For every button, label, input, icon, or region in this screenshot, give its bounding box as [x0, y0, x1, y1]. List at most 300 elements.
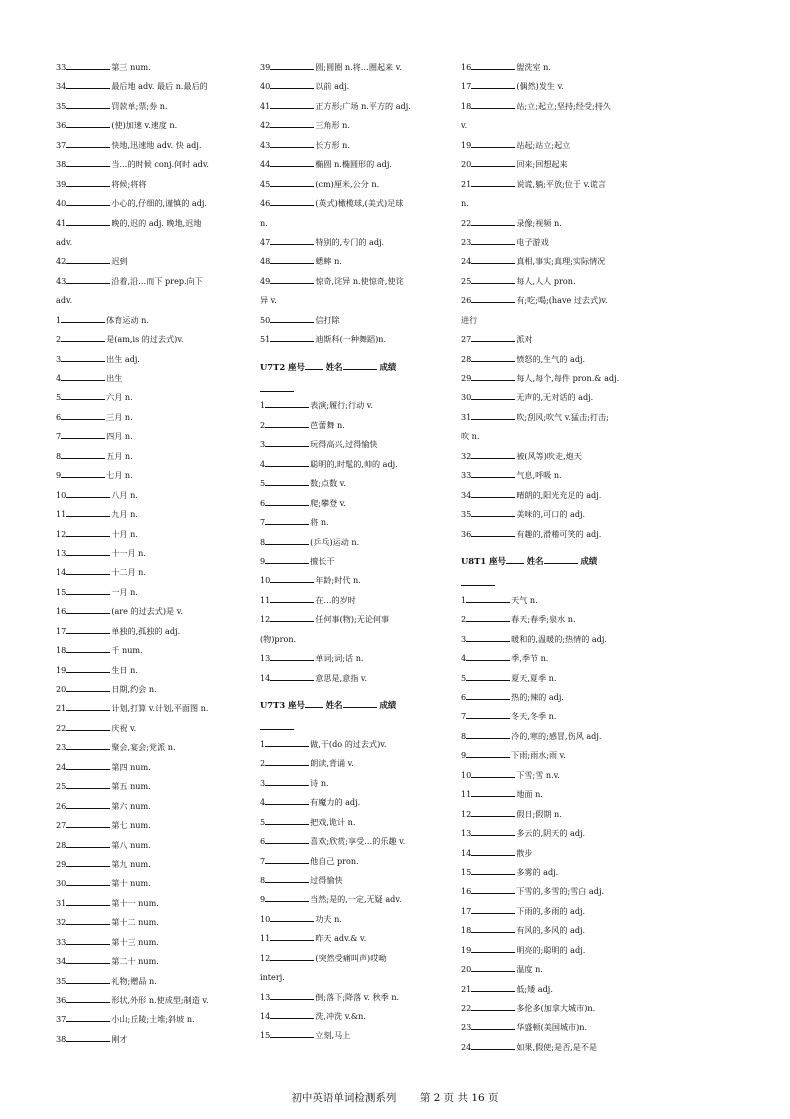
answer-blank[interactable] — [61, 398, 105, 400]
vocab-item — [56, 816, 241, 835]
vocab-item — [56, 136, 241, 155]
answer-blank[interactable] — [265, 406, 309, 408]
answer-blank[interactable] — [66, 651, 110, 653]
answer-blank[interactable] — [471, 224, 515, 226]
answer-blank[interactable] — [66, 107, 110, 109]
answer-blank[interactable] — [471, 262, 515, 264]
vocab-item — [56, 661, 241, 680]
answer-blank[interactable] — [66, 671, 110, 673]
item-number: 23 — [461, 236, 472, 247]
item-number: 35 — [56, 975, 67, 986]
vocab-item — [461, 863, 646, 882]
item-number: 20 — [56, 684, 67, 694]
answer-blank[interactable] — [66, 535, 110, 537]
vocab-item — [461, 447, 646, 466]
item-number: 17 — [56, 625, 67, 636]
answer-blank[interactable] — [61, 360, 105, 362]
answer-blank[interactable] — [66, 690, 110, 692]
answer-blank[interactable] — [270, 243, 314, 245]
vocab-item — [56, 77, 241, 96]
answer-blank[interactable] — [471, 457, 515, 459]
answer-blank[interactable] — [471, 379, 515, 381]
vocab-item — [461, 1038, 646, 1057]
answer-blank[interactable] — [471, 854, 515, 856]
item-number: 30 — [56, 878, 67, 889]
vocab-item — [260, 929, 445, 948]
answer-blank[interactable] — [265, 543, 309, 545]
answer-blank[interactable] — [61, 321, 105, 323]
answer-blank[interactable] — [471, 815, 515, 817]
answer-blank[interactable] — [471, 834, 515, 836]
answer-blank[interactable] — [66, 1040, 110, 1042]
answer-blank[interactable] — [270, 939, 314, 941]
answer-blank[interactable] — [270, 68, 314, 70]
answer-blank[interactable] — [471, 1028, 515, 1030]
answer-blank[interactable] — [66, 165, 110, 167]
answer-blank[interactable] — [66, 87, 110, 89]
item-definition: 温度 n. — [516, 964, 543, 975]
item-definition: 小心的,仔细的,谨慎的 adj. — [111, 198, 207, 209]
answer-blank[interactable] — [471, 931, 515, 933]
answer-blank[interactable] — [270, 126, 314, 128]
answer-blank[interactable] — [270, 1036, 314, 1038]
item-definition: 生日 n. — [111, 664, 138, 675]
item-definition: 圆;圆圈 n.将…圈起来 v. — [315, 62, 402, 72]
answer-blank[interactable] — [66, 807, 110, 809]
answer-blank[interactable] — [66, 262, 110, 264]
item-number: 36 — [461, 528, 472, 539]
answer-blank[interactable] — [471, 990, 515, 992]
vocab-item — [461, 960, 646, 979]
item-definition-continued: n. — [260, 217, 268, 228]
answer-blank[interactable] — [471, 515, 515, 517]
answer-blank[interactable] — [270, 204, 314, 206]
answer-blank[interactable] — [471, 68, 515, 70]
item-definition: 昨天 adv.& v. — [315, 933, 367, 944]
item-definition: 十月 n. — [111, 528, 138, 539]
vocab-item — [56, 311, 241, 330]
answer-blank[interactable] — [270, 679, 314, 681]
item-number: 34 — [461, 489, 472, 500]
column-2 — [260, 58, 445, 1046]
item-definition: 暖和的,温暖的;热情的 adj. — [511, 633, 607, 644]
item-number: 4 — [461, 653, 467, 664]
item-definition: 迪斯科(一种舞蹈)n. — [315, 334, 387, 345]
name-label: 姓名 — [325, 700, 343, 710]
item-definition-continued: interj. — [260, 972, 285, 983]
answer-blank[interactable] — [471, 970, 515, 972]
vocab-item — [260, 890, 445, 909]
item-definition: 晴朗的,阳光充足的 adj. — [516, 489, 602, 500]
answer-blank[interactable] — [466, 737, 510, 739]
item-number: 1 — [260, 738, 266, 749]
item-number: 26 — [56, 800, 67, 811]
answer-blank[interactable] — [270, 340, 314, 342]
answer-blank[interactable] — [270, 601, 314, 603]
answer-blank[interactable] — [61, 340, 105, 342]
item-definition: 第三 num. — [111, 62, 151, 72]
answer-blank[interactable] — [66, 1020, 110, 1022]
answer-blank[interactable] — [265, 504, 309, 506]
answer-blank[interactable] — [265, 523, 309, 525]
answer-blank[interactable] — [265, 426, 309, 428]
item-definition: 四月 n. — [106, 431, 133, 442]
answer-blank[interactable] — [66, 826, 110, 828]
answer-blank[interactable] — [66, 204, 110, 206]
vocab-item — [56, 350, 241, 369]
answer-blank[interactable] — [265, 900, 309, 902]
answer-blank[interactable] — [270, 659, 314, 661]
item-number: 33 — [56, 62, 67, 72]
answer-blank[interactable] — [66, 884, 110, 886]
item-definition: 下雪;雪 n.v. — [516, 769, 560, 780]
item-definition: 有魔力的 adj. — [310, 797, 361, 808]
vocab-item — [260, 513, 445, 532]
answer-blank[interactable] — [471, 282, 515, 284]
answer-blank[interactable] — [270, 165, 314, 167]
answer-blank[interactable] — [270, 998, 314, 1000]
item-number: 49 — [260, 275, 271, 286]
item-definition: 单独的,孤独的 adj. — [111, 625, 181, 636]
answer-blank[interactable] — [66, 68, 110, 70]
answer-blank[interactable] — [466, 698, 510, 700]
answer-blank[interactable] — [466, 640, 510, 642]
item-definition: 美味的,可口的 adj. — [516, 509, 586, 520]
item-definition: 正方形;广场 n.平方的 adj. — [315, 100, 411, 111]
answer-blank[interactable] — [265, 465, 309, 467]
answer-blank[interactable] — [471, 185, 515, 187]
name-blank[interactable] — [343, 369, 377, 370]
item-definition: 夏天,夏季 n. — [511, 672, 557, 683]
answer-blank[interactable] — [270, 920, 314, 922]
item-definition: 冷的,寒的;感冒,伤风 adj. — [511, 730, 602, 741]
vocab-item — [260, 774, 445, 793]
seat-label: 座号 — [288, 700, 305, 710]
name-blank[interactable] — [343, 707, 377, 708]
vocab-item — [56, 622, 241, 641]
score-blank[interactable] — [260, 729, 294, 730]
answer-blank[interactable] — [61, 418, 105, 420]
answer-blank[interactable] — [66, 126, 110, 128]
name-label: 姓名 — [526, 555, 544, 566]
item-definition: 下雨;雨水;雨 v. — [511, 750, 566, 761]
answer-blank[interactable] — [265, 445, 309, 447]
item-number: 41 — [56, 217, 67, 228]
item-number: 10 — [461, 769, 472, 780]
item-definition: 把戏,诡计 n. — [310, 816, 356, 827]
item-definition: 录像;视频 n. — [516, 217, 562, 228]
item-number: 6 — [260, 836, 266, 847]
answer-blank[interactable] — [265, 562, 309, 564]
answer-blank[interactable] — [471, 165, 515, 167]
answer-blank[interactable] — [66, 632, 110, 634]
item-definition: 第九 num. — [111, 858, 151, 869]
answer-blank[interactable] — [66, 846, 110, 848]
vocab-item — [461, 77, 646, 96]
vocab-item — [56, 155, 241, 174]
vocab-item — [56, 874, 241, 893]
item-definition: 罚款单;票;券 n. — [111, 100, 168, 111]
answer-blank[interactable] — [270, 185, 314, 187]
answer-blank[interactable] — [471, 776, 515, 778]
answer-blank[interactable] — [66, 185, 110, 187]
answer-blank[interactable] — [471, 301, 515, 303]
score-blank-line — [260, 715, 445, 734]
answer-blank[interactable] — [265, 881, 309, 883]
answer-blank[interactable] — [66, 865, 110, 867]
item-definition-continued: v. — [461, 120, 468, 131]
item-number: 14 — [56, 567, 67, 578]
answer-blank[interactable] — [66, 146, 110, 148]
answer-blank[interactable] — [66, 943, 110, 945]
vocab-item — [56, 1010, 241, 1029]
item-definition: 玩得高兴,过得愉快 — [310, 439, 378, 450]
answer-blank[interactable] — [466, 717, 510, 719]
item-definition: 第六 num. — [111, 800, 151, 811]
vocab-item — [260, 194, 445, 213]
answer-blank[interactable] — [66, 709, 110, 711]
answer-blank[interactable] — [61, 476, 105, 478]
column-3 — [461, 58, 646, 1057]
answer-blank[interactable] — [61, 437, 105, 439]
item-definition-continued: 异 v. — [260, 295, 277, 306]
score-blank[interactable] — [260, 391, 294, 392]
answer-blank[interactable] — [471, 107, 515, 109]
item-definition: 年龄;时代 n. — [315, 575, 361, 586]
vocab-item — [260, 396, 445, 415]
item-number: 40 — [260, 81, 271, 92]
item-number: 17 — [461, 81, 472, 92]
seat-blank[interactable] — [506, 563, 524, 564]
answer-blank[interactable] — [66, 768, 110, 770]
vocab-item — [260, 272, 445, 291]
answer-blank[interactable] — [471, 535, 515, 537]
vocab-item — [461, 486, 646, 505]
item-definition: 立刻,马上 — [315, 1030, 351, 1041]
item-definition: 每人,每个,每件 pron.& adj. — [516, 373, 620, 383]
item-definition: 椭圆 n.椭圆形的 adj. — [315, 159, 392, 170]
item-definition: 特别的,专门的 adj. — [315, 236, 385, 247]
answer-blank[interactable] — [61, 379, 105, 381]
answer-blank[interactable] — [66, 496, 110, 498]
item-definition: 聚会,宴会;党派 n. — [111, 742, 176, 753]
answer-blank[interactable] — [66, 904, 110, 906]
answer-blank[interactable] — [471, 795, 515, 797]
item-definition: 五月 n. — [106, 450, 133, 461]
answer-blank[interactable] — [265, 862, 309, 864]
item-definition: 七月 n. — [106, 470, 133, 481]
item-definition: 刚才 — [111, 1033, 128, 1044]
vocab-item — [260, 1026, 445, 1045]
answer-blank[interactable] — [471, 398, 515, 400]
item-number: 39 — [56, 178, 67, 189]
vocab-item — [260, 474, 445, 493]
answer-blank[interactable] — [265, 745, 309, 747]
item-number: 44 — [260, 159, 271, 170]
answer-blank[interactable] — [471, 496, 515, 498]
vocab-item — [260, 233, 445, 252]
answer-blank[interactable] — [471, 1048, 515, 1050]
vocab-item — [56, 330, 241, 349]
vocab-item — [461, 97, 646, 116]
vocab-item — [461, 844, 646, 863]
answer-blank[interactable] — [471, 360, 515, 362]
answer-blank[interactable] — [270, 321, 314, 323]
answer-blank[interactable] — [66, 962, 110, 964]
vocab-item — [461, 369, 646, 388]
item-number: 38 — [56, 159, 67, 170]
answer-blank[interactable] — [66, 612, 110, 614]
answer-blank[interactable] — [471, 418, 515, 420]
answer-blank[interactable] — [270, 107, 314, 109]
item-number: 18 — [56, 645, 67, 656]
item-definition-continued: adv. — [56, 236, 73, 247]
item-definition: 愤怒的,生气的 adj. — [516, 353, 586, 364]
answer-blank[interactable] — [66, 923, 110, 925]
item-definition: 惊奇,诧异 n.使惊奇,使诧 — [315, 275, 404, 286]
vocab-item — [461, 272, 646, 291]
vocab-item — [56, 116, 241, 135]
answer-blank[interactable] — [265, 784, 309, 786]
answer-blank[interactable] — [265, 803, 309, 805]
item-definition: 真相,事实;真理;实际情况 — [516, 256, 606, 267]
answer-blank[interactable] — [66, 982, 110, 984]
answer-blank[interactable] — [270, 87, 314, 89]
item-definition: 第十二 num. — [111, 917, 159, 928]
answer-blank[interactable] — [270, 146, 314, 148]
item-definition: 信打除 — [315, 314, 340, 325]
item-definition: 三月 n. — [106, 411, 133, 422]
answer-blank[interactable] — [66, 224, 110, 226]
answer-blank[interactable] — [66, 515, 110, 517]
answer-blank[interactable] — [471, 892, 515, 894]
answer-blank[interactable] — [471, 340, 515, 342]
answer-blank[interactable] — [471, 87, 515, 89]
answer-blank[interactable] — [66, 282, 110, 284]
answer-blank[interactable] — [265, 484, 309, 486]
item-number: 9 — [56, 470, 62, 481]
item-number: 35 — [461, 509, 472, 520]
item-number: 25 — [56, 781, 67, 792]
answer-blank[interactable] — [471, 146, 515, 148]
name-label: 姓名 — [325, 361, 343, 372]
seat-blank[interactable] — [305, 369, 323, 370]
vocab-item — [56, 719, 241, 738]
answer-blank[interactable] — [471, 873, 515, 875]
vocab-item — [260, 416, 445, 435]
answer-blank[interactable] — [265, 764, 309, 766]
score-blank[interactable] — [461, 585, 495, 586]
name-blank[interactable] — [544, 563, 578, 564]
item-definition: 聪明的,时髦的,帅的 adj. — [310, 458, 398, 469]
item-definition: (突然受痛叫声)哎呦 — [315, 952, 387, 963]
item-number: 1 — [260, 400, 266, 411]
answer-blank[interactable] — [471, 243, 515, 245]
item-definition: 有;吃;喝;(have 过去式)v. — [516, 295, 608, 306]
item-number: 14 — [260, 1011, 271, 1021]
item-number: 8 — [56, 450, 62, 461]
item-definition: 数;点数 v. — [310, 478, 346, 489]
answer-blank[interactable] — [471, 476, 515, 478]
section-unit: U8T1 — [461, 555, 487, 566]
answer-blank[interactable] — [270, 262, 314, 264]
item-definition: 气息,呼吸 n. — [516, 470, 562, 481]
answer-blank[interactable] — [66, 787, 110, 789]
vocab-item — [56, 272, 241, 291]
answer-blank[interactable] — [61, 457, 105, 459]
item-number: 43 — [56, 275, 67, 286]
item-definition: 计划,打算 v.计划,平面图 n. — [111, 703, 209, 714]
answer-blank[interactable] — [66, 554, 110, 556]
answer-blank[interactable] — [471, 951, 515, 953]
answer-blank[interactable] — [66, 1001, 110, 1003]
item-definition: 体育运动 n. — [106, 314, 149, 325]
item-number: 34 — [56, 956, 67, 967]
answer-blank[interactable] — [466, 601, 510, 603]
item-number: 21 — [461, 983, 472, 994]
seat-label: 座号 — [288, 361, 305, 372]
answer-blank[interactable] — [66, 729, 110, 731]
answer-blank[interactable] — [466, 620, 510, 622]
answer-blank[interactable] — [466, 756, 510, 758]
answer-blank[interactable] — [270, 581, 314, 583]
answer-blank[interactable] — [66, 573, 110, 575]
item-definition: 天气 n. — [511, 594, 538, 605]
vocab-item — [56, 777, 241, 796]
vocab-item — [260, 455, 445, 474]
item-definition: 将候;将将 — [111, 178, 147, 189]
vocab-item — [260, 252, 445, 271]
vocab-item — [56, 369, 241, 388]
item-definition: 将 n. — [310, 517, 329, 528]
answer-blank[interactable] — [66, 593, 110, 595]
vocab-item — [56, 525, 241, 544]
vocab-item — [260, 649, 445, 668]
answer-blank[interactable] — [471, 1009, 515, 1011]
answer-blank[interactable] — [270, 620, 314, 622]
answer-blank[interactable] — [270, 1017, 314, 1019]
vocab-item — [56, 563, 241, 582]
section-unit: U7T2 — [260, 361, 286, 372]
item-number: 48 — [260, 256, 271, 267]
vocab-item — [56, 855, 241, 874]
answer-blank[interactable] — [466, 659, 510, 661]
item-definition: 千 num. — [111, 645, 143, 656]
vocab-item — [461, 805, 646, 824]
item-number: 42 — [260, 120, 271, 131]
item-number: 39 — [260, 62, 271, 72]
item-number: 33 — [56, 936, 67, 947]
answer-blank[interactable] — [270, 959, 314, 961]
item-definition: 沿着,沿…而下 prep.向下 — [111, 275, 203, 286]
vocab-item — [260, 155, 445, 174]
answer-blank[interactable] — [265, 823, 309, 825]
vocab-item — [260, 852, 445, 871]
seat-blank[interactable] — [305, 707, 323, 708]
item-definition: 低;矮 adj. — [516, 983, 553, 994]
item-definition: 第十三 num. — [111, 936, 159, 947]
answer-blank[interactable] — [270, 282, 314, 284]
answer-blank[interactable] — [265, 842, 309, 844]
vocab-item — [461, 175, 646, 194]
answer-blank[interactable] — [466, 679, 510, 681]
vocab-item — [56, 505, 241, 524]
vocab-item — [56, 408, 241, 427]
vocab-item — [461, 58, 646, 77]
answer-blank[interactable] — [471, 912, 515, 914]
vocab-item — [461, 921, 646, 940]
answer-blank[interactable] — [66, 748, 110, 750]
